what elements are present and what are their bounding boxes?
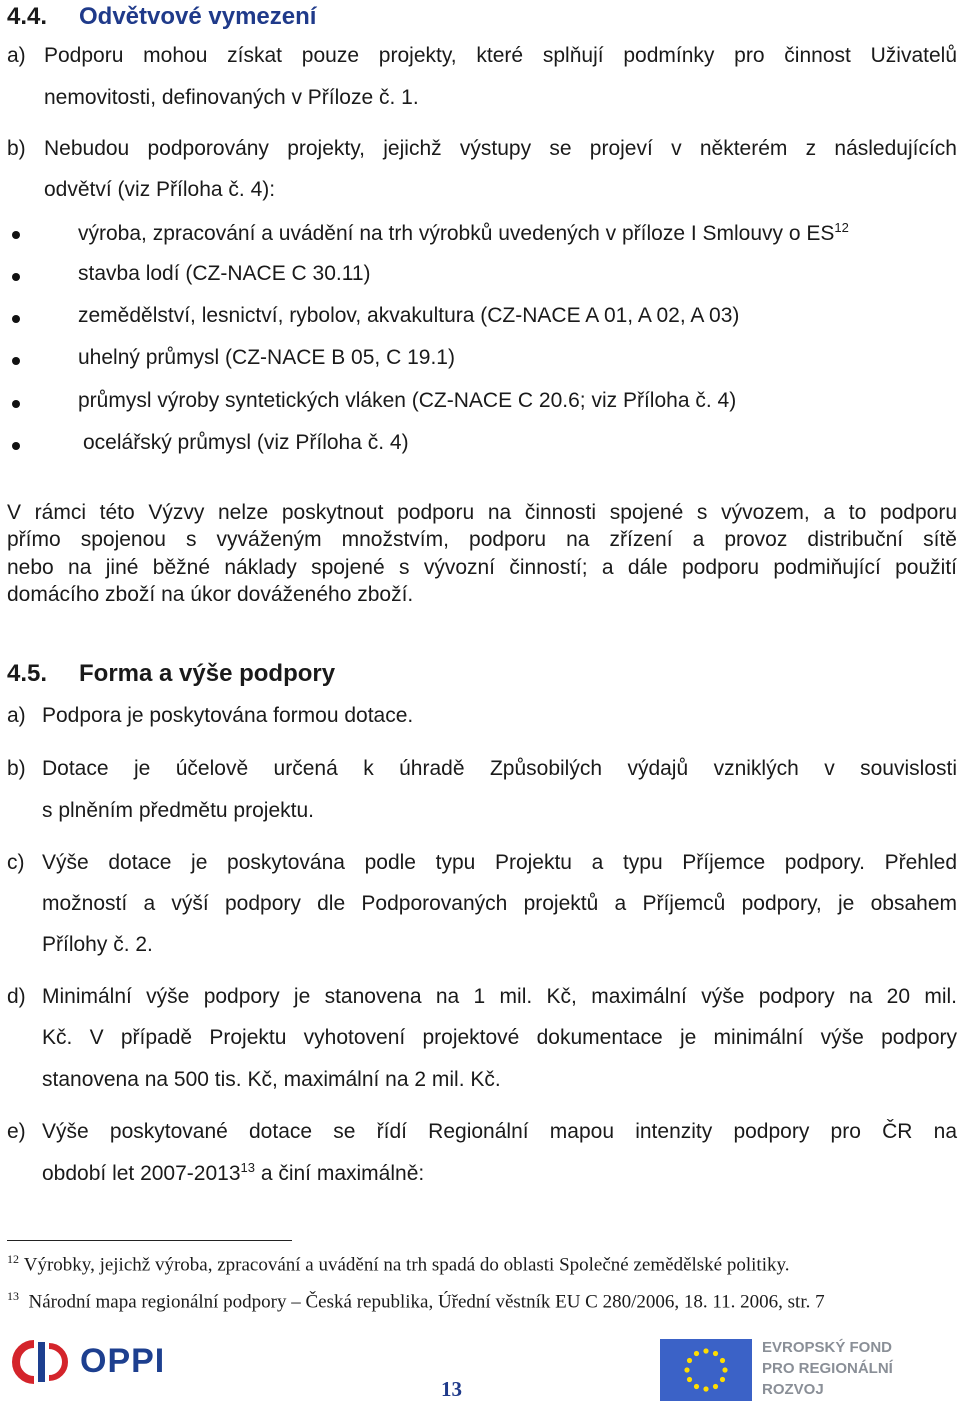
list-item-text: stavba lodí (CZ-NACE C 30.11) [78, 262, 371, 285]
paragraph-line: nebo na jiné běžné náklady spojené s vývozní činností; a dále podporu podmiňující použití [7, 556, 957, 579]
list-item-text: uhelný průmysl (CZ-NACE B 05, C 19.1) [78, 346, 455, 369]
section-number: 4.5. [7, 660, 48, 687]
footnote [7, 1252, 789, 1276]
eu-fund-line: PRO REGIONÁLNÍ [762, 1360, 893, 1377]
bullet-icon [12, 357, 20, 365]
list-item-text: ocelářský průmysl (viz Příloha č. 4) [83, 431, 409, 454]
item-b-line-2: odvětví (viz Příloha č. 4): [44, 178, 276, 201]
item-text-part: a činí maximálně: [254, 1162, 425, 1185]
oppi-emblem-icon [8, 1336, 78, 1388]
bullet-icon [12, 231, 20, 239]
item-text: Podpora je poskytována formou dotace. [42, 704, 414, 727]
bullet-icon [12, 273, 20, 281]
eu-fund-line: ROZVOJ [762, 1381, 824, 1398]
section-title: Forma a výše podpory [79, 660, 336, 687]
paragraph-line: domácího zboží na úkor dováženého zboží. [7, 583, 414, 606]
section-number: 4.4. [7, 3, 48, 30]
footnote-text: Výrobky, jejichž výroba, zpracování a uvádění na trh spadá do oblasti Společné zemědělské politiky. [23, 1254, 790, 1276]
item-label-b: b) [7, 757, 26, 780]
footnote-text: Národní mapa regionální podpory – Česká republika, Úřední věstník EU C 280/2006, 18. 11. 2006, str. 7 [28, 1291, 825, 1313]
item-b-line-1: Nebudou podporovány projekty, jejichž výstupy se projeví v některém z následujících [44, 137, 957, 160]
oppi-logo-text: OPPI [80, 1342, 166, 1380]
item-label-a: a) [7, 704, 26, 727]
footnote-ref: 12 [834, 220, 849, 235]
footnote-number: 12 [7, 1252, 19, 1266]
item-label-b: b) [7, 137, 26, 160]
item-text-part: období let 2007-2013 [42, 1162, 241, 1185]
oppi-logo [8, 1336, 168, 1388]
section-heading-4-5 [7, 660, 335, 688]
eu-flag-icon [660, 1339, 752, 1401]
paragraph-line: V rámci této Výzvy nelze poskytnout podporu na činnosti spojené s vývozem, a to podporu [7, 501, 957, 524]
list-item-text: zemědělství, lesnictví, rybolov, akvakultura (CZ-NACE A 01, A 02, A 03) [78, 304, 740, 327]
eu-stars-icon [660, 1339, 752, 1401]
item-a-line-1: Podporu mohou získat pouze projekty, které splňují podmínky pro činnost Uživatelů [44, 44, 957, 67]
list-item-text: průmysl výroby syntetických vláken (CZ-NACE C 20.6; viz Příloha č. 4) [78, 389, 737, 412]
eu-fund-logo-text [762, 1337, 893, 1400]
item-label-c: c) [7, 851, 25, 874]
footnote-number: 13 [7, 1289, 19, 1303]
item-text: Výše dotace je poskytována podle typu Projektu a typu Příjemce podpory. Přehled [42, 851, 957, 874]
item-text: Dotace je účelově určená k úhradě Způsobilých výdajů vzniklých v souvislosti [42, 757, 957, 780]
item-text: s plněním předmětu projektu. [42, 799, 314, 822]
footnote-ref: 13 [240, 1160, 255, 1175]
bullet-icon [12, 442, 20, 450]
footnote [7, 1289, 825, 1313]
item-text: Přílohy č. 2. [42, 933, 153, 956]
section-title: Odvětvové vymezení [79, 3, 317, 30]
paragraph-line: přímo spojenou s vyváženým množstvím, podporu na zřízení a provoz distribuční sítě [7, 528, 957, 551]
item-text: Kč. V případě Projektu vyhotovení projektové dokumentace je minimální výše podpory [42, 1026, 957, 1049]
page-number: 13 [441, 1377, 462, 1401]
item-text: možností a výší podpory dle Podporovaných projektů a Příjemců podpory, je obsahem [42, 892, 957, 915]
item-label-e: e) [7, 1120, 26, 1143]
item-text: Minimální výše podpory je stanovena na 1 mil. Kč, maximální výše podpory na 20 mil. [42, 985, 957, 1008]
item-label-d: d) [7, 985, 26, 1008]
item-text: Výše poskytované dotace se řídí Regionální mapou intenzity podpory pro ČR na [42, 1120, 957, 1143]
bullet-icon [12, 315, 20, 323]
item-label-a: a) [7, 44, 26, 67]
footnote-separator [7, 1240, 292, 1241]
list-item-text: výroba, zpracování a uvádění na trh výrobků uvedených v příloze I Smlouvy o ES [78, 222, 835, 245]
section-heading-4-4 [7, 3, 316, 31]
bullet-icon [12, 400, 20, 408]
item-text: stanovena na 500 tis. Kč, maximální na 2 mil. Kč. [42, 1068, 501, 1091]
eu-fund-line: EVROPSKÝ FOND [762, 1339, 893, 1356]
item-text [42, 1160, 424, 1186]
item-a-line-2: nemovitosti, definovaných v Příloze č. 1. [44, 86, 419, 109]
